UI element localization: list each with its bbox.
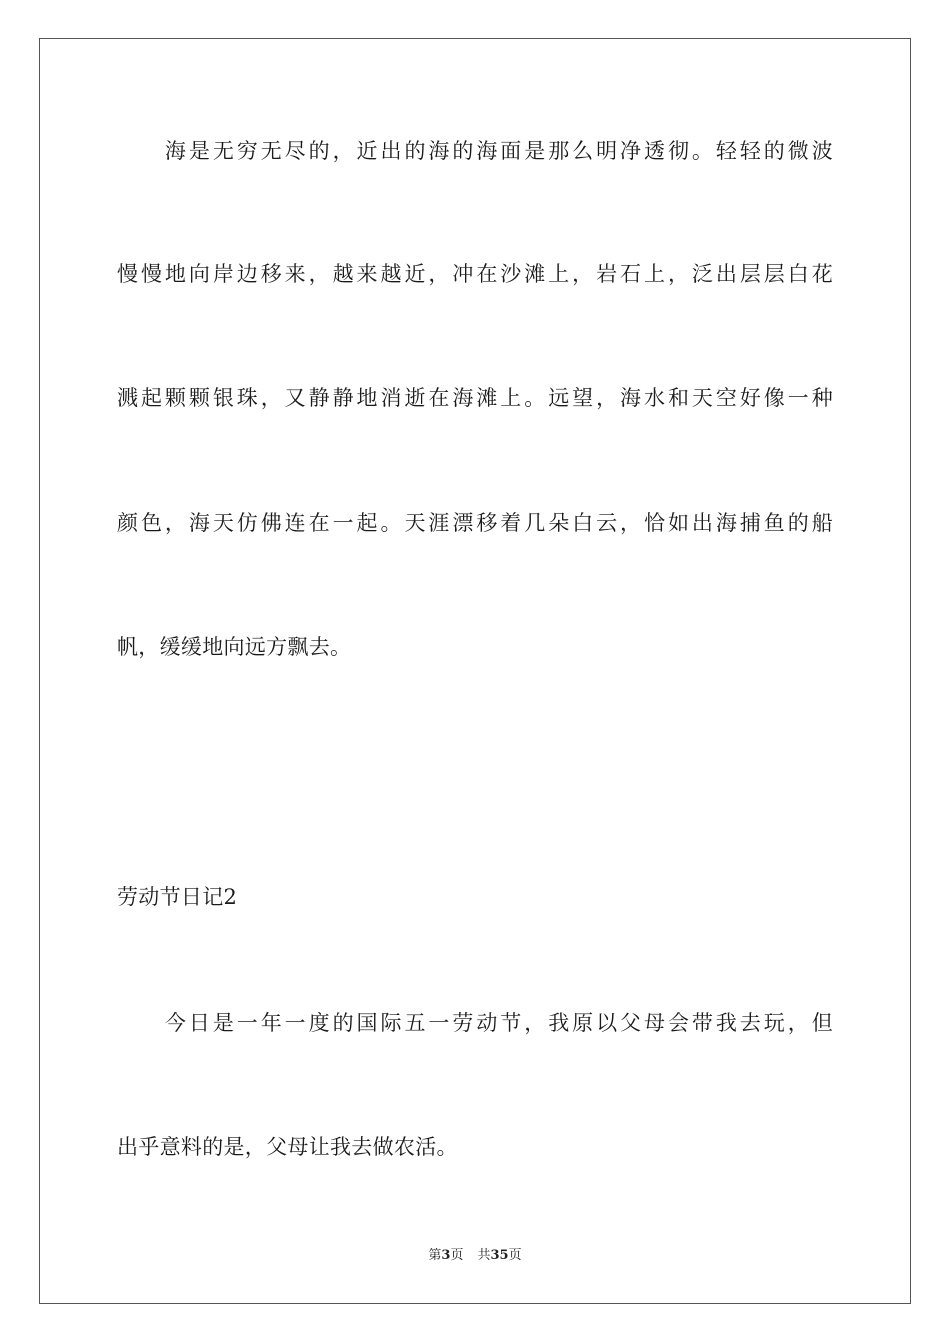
footer-total-number: 35	[490, 1248, 509, 1263]
section-heading: 劳动节日记2	[117, 885, 238, 909]
paragraph-1-line-3: 溅起颗颗银珠，又静静地消逝在海滩上。远望，海水和天空好像一种	[117, 386, 833, 410]
footer-page-suffix: 页	[450, 1248, 464, 1263]
page-footer	[0, 1247, 950, 1265]
paragraph-1-line-5: 帆，缓缓地向远方飘去。	[117, 635, 352, 659]
paragraph-2-line-2: 出乎意料的是，父母让我去做农活。	[117, 1135, 458, 1159]
footer-page-number: 3	[441, 1248, 451, 1263]
paragraph-1-line-2: 慢慢地向岸边移来，越来越近，冲在沙滩上，岩石上，泛出层层白花	[117, 262, 833, 286]
paragraph-2-line-1: 今日是一年一度的国际五一劳动节，我原以父母会带我去玩，但	[117, 1011, 833, 1035]
footer-total-prefix: 共	[477, 1248, 491, 1263]
footer-total-suffix: 页	[508, 1248, 522, 1263]
page-frame	[39, 38, 911, 1304]
paragraph-1-line-1: 海是无穷无尽的，近出的海的海面是那么明净透彻。轻轻的微波	[117, 139, 833, 163]
paragraph-1-line-4: 颜色，海天仿佛连在一起。天涯漂移着几朵白云，恰如出海捕鱼的船	[117, 511, 833, 535]
footer-page-prefix: 第	[428, 1248, 442, 1263]
